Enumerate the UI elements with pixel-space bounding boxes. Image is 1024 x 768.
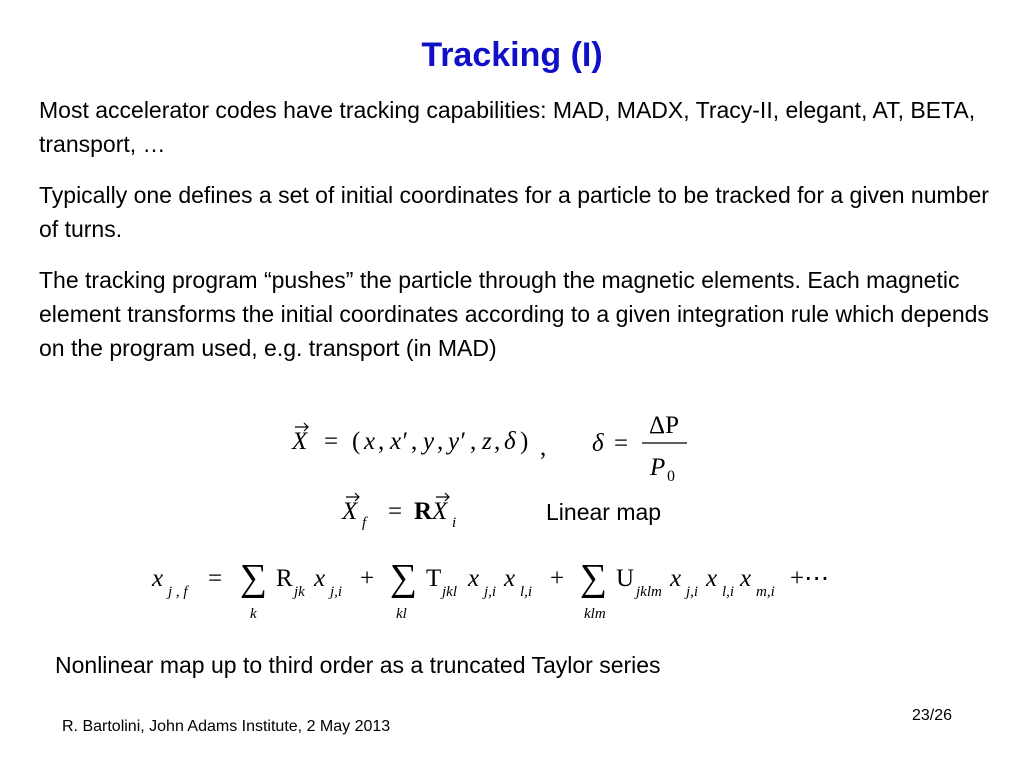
term3-sub2: l,i	[722, 584, 735, 600]
slide-footer: R. Bartolini, John Adams Institute, 2 May 2013	[62, 718, 391, 735]
linear-sub-f: f	[362, 515, 367, 531]
sub-jk: jk	[294, 584, 305, 600]
term2-x1: x	[468, 565, 480, 592]
linear-map-label: Linear map	[546, 499, 662, 525]
sub-jkl: jkl	[442, 584, 457, 600]
nonlinear-map-equation	[150, 550, 880, 637]
delta-definition-svg	[590, 405, 700, 485]
coef-U: U	[616, 565, 635, 592]
coef-R: R	[276, 565, 293, 592]
close-paren: )	[520, 428, 529, 455]
linear-X-f: X	[342, 498, 358, 525]
sum-k-limit: k	[250, 606, 257, 622]
sum-k: ∑	[240, 557, 268, 599]
linear-R-matrix: R	[414, 498, 433, 525]
page-number: 23/26	[912, 707, 953, 724]
nl-equals: =	[208, 565, 223, 592]
linear-sub-i: i	[452, 515, 457, 531]
term3-sub1: j,i	[686, 584, 699, 600]
state-vector-equation	[290, 415, 550, 472]
delta-definition	[590, 405, 700, 492]
linear-map-svg	[340, 487, 480, 537]
fraction-denominator-subscript: 0	[667, 468, 675, 485]
plus-2: +	[550, 565, 565, 592]
slide-title: Tracking (I)	[421, 36, 603, 74]
term1-x: x	[314, 565, 326, 592]
vector-X: X	[292, 428, 308, 455]
comma-3: ,	[437, 428, 444, 455]
coord-y: y	[423, 428, 435, 455]
sub-jklm: jklm	[636, 584, 662, 600]
delta-equals: =	[614, 430, 629, 457]
term2-sub2: l,i	[520, 584, 533, 600]
equals-sign: =	[324, 428, 339, 455]
term3-x1: x	[670, 565, 682, 592]
fraction-denominator: P	[650, 454, 666, 481]
separator-comma: ,	[540, 434, 547, 461]
plus-1: +	[360, 565, 375, 592]
linear-X-i: X	[432, 498, 448, 525]
term1-sub: j,i	[330, 584, 343, 600]
linear-map-equation	[340, 487, 480, 544]
nl-x: x	[152, 565, 164, 592]
linear-equals: =	[388, 498, 403, 525]
term3-sub3: m,i	[756, 584, 775, 600]
coord-xp: x′	[390, 428, 407, 455]
term3-x2: x	[706, 565, 718, 592]
term3-x3: x	[740, 565, 752, 592]
paragraph-initial-coordinates: Typically one defines a set of initial coordinates for a particle to be tracked for a given number of turns.	[39, 182, 989, 242]
comma-4: ,	[470, 428, 477, 455]
open-paren: (	[352, 428, 361, 455]
term2-sub1: j,i	[484, 584, 497, 600]
sum-klm: ∑	[580, 557, 608, 599]
comma-5: ,	[494, 428, 501, 455]
delta-symbol: δ	[592, 430, 604, 457]
coord-x: x	[364, 428, 376, 455]
coord-delta: δ	[504, 428, 516, 455]
coord-yp: y′	[448, 428, 465, 455]
term2-x2: x	[504, 565, 516, 592]
nonlinear-caption: Nonlinear map up to third order as a truncated Taylor series	[55, 652, 661, 678]
fraction-numerator: ΔP	[649, 412, 679, 439]
comma-2: ,	[411, 428, 418, 455]
coord-z: z	[482, 428, 492, 455]
paragraph-tracking-program: The tracking program “pushes” the particle through the magnetic elements. Each magnetic element transforms the initial coordinates according to a given integration rule which depends on the program used, e.g. transport (in MAD)	[39, 267, 989, 361]
paragraph-tracking-codes: Most accelerator codes have tracking capabilities: MAD, MADX, Tracy-II, elegant, AT, BETA, transport, …	[39, 97, 976, 157]
nl-sub-jf: j , f	[168, 584, 188, 600]
sum-kl: ∑	[390, 557, 418, 599]
sum-kl-limit: kl	[396, 606, 407, 622]
sum-klm-limit: klm	[584, 606, 606, 622]
coef-T: T	[426, 565, 442, 592]
state-vector-svg	[290, 415, 550, 465]
nonlinear-map-svg	[150, 550, 880, 630]
comma-1: ,	[378, 428, 385, 455]
trailing-dots: +⋯	[790, 565, 830, 592]
